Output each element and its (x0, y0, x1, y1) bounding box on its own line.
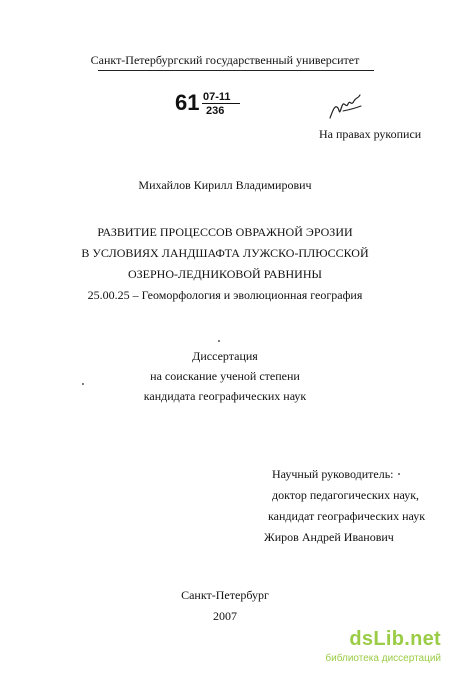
scan-speck (82, 383, 84, 385)
watermark-logo (325, 628, 447, 672)
library-stamp (175, 91, 275, 123)
specialty-code: 25.00.25 – Геоморфология и эволюционная география (87, 288, 363, 302)
title-line: ОЗЕРНО-ЛЕДНИКОВОЙ РАВНИНЫ (128, 267, 322, 281)
scan-speck (398, 473, 400, 475)
watermark-brand: dsLib.net (349, 628, 441, 650)
stamp-fraction-bottom: 236 (206, 105, 225, 117)
supervisor-name: Жиров Андрей Иванович (264, 530, 394, 544)
stamp-fraction-top: 07-11 (203, 91, 231, 103)
university-name: Санкт-Петербургский государственный университет (90, 53, 360, 67)
author-name: Михайлов Кирилл Владимирович (138, 178, 312, 192)
dissertation-line: Диссертация (192, 349, 258, 363)
dissertation-line: на соискание ученой степени (150, 369, 300, 383)
dissertation-line: кандидата географических наук (143, 389, 307, 403)
signature-icon (327, 92, 363, 122)
year: 2007 (213, 609, 237, 623)
manuscript-rights-label: На правах рукописи (319, 127, 422, 141)
title-line: РАЗВИТИЕ ПРОЦЕССОВ ОВРАЖНОЙ ЭРОЗИИ (97, 225, 353, 239)
supervisor-heading: Научный руководитель: (272, 467, 394, 481)
header-rule (98, 70, 374, 71)
title-line: В УСЛОВИЯХ ЛАНДШАФТА ЛУЖСКО-ПЛЮССКОЙ (81, 246, 369, 260)
stamp-fraction-line (202, 103, 240, 104)
supervisor-degree: кандидат географических наук (268, 509, 426, 523)
city: Санкт-Петербург (181, 588, 269, 602)
watermark-subtitle: библиотека диссертаций (325, 653, 441, 664)
stamp-number: 61 (175, 90, 200, 115)
scan-speck (218, 340, 220, 342)
supervisor-degree: доктор педагогических наук, (272, 488, 420, 502)
